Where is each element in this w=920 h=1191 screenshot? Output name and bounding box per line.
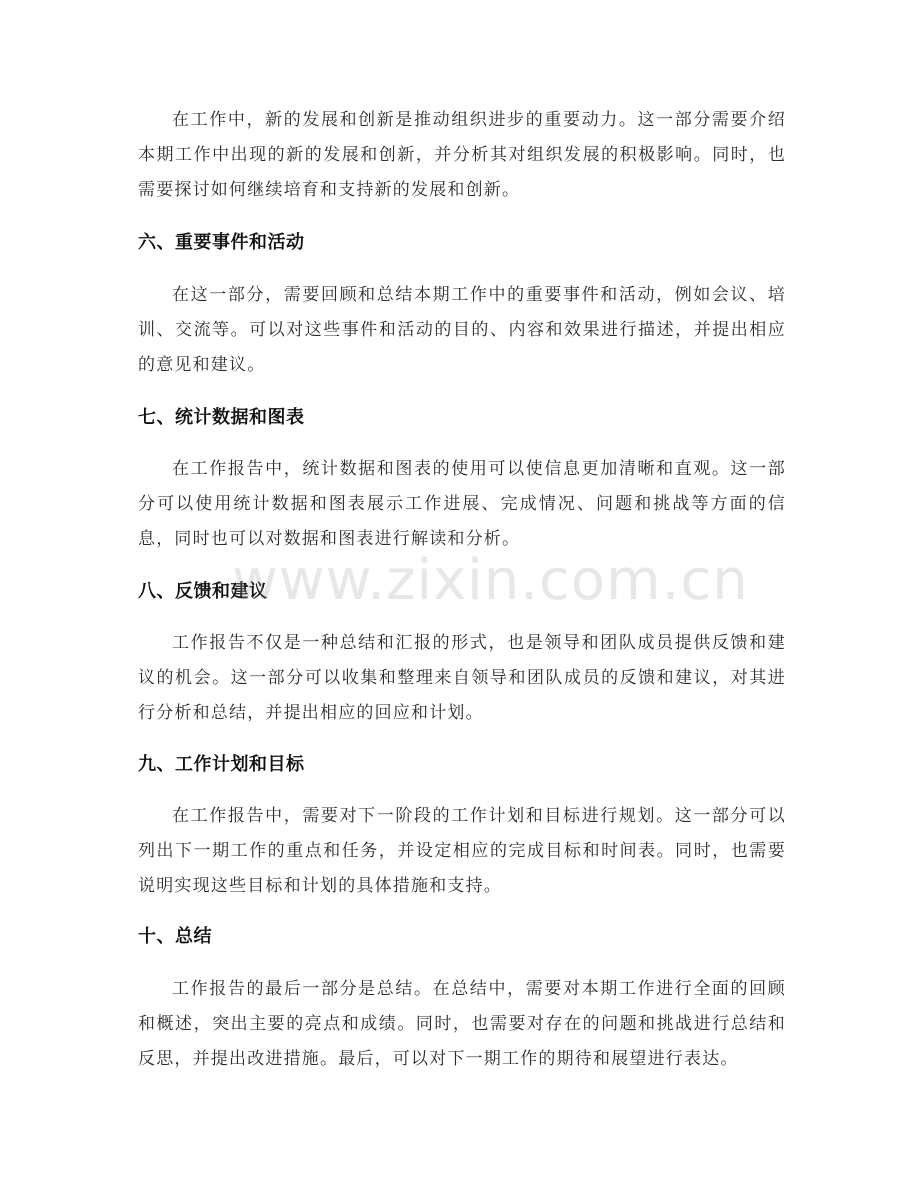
section-body-10: 工作报告的最后一部分是总结。在总结中，需要对本期工作进行全面的回顾和概述，突出主要的亮点和成绩。同时，也需要对存在的问题和挑战进行总结和反思，并提出改进措施。最后，可以对下一期工作的期待和展望进行表达。	[138, 979, 786, 1069]
watermark-text: www.zixin.com.cn	[232, 548, 749, 613]
section-heading-7: 七、统计数据和图表	[138, 407, 305, 428]
section-heading-10: 十、总结	[138, 926, 212, 947]
section-body-6: 在这一部分，需要回顾和总结本期工作中的重要事件和活动，例如会议、培训、交流等。可以对这些事件和活动的目的、内容和效果进行描述，并提出相应的意见和建议。	[138, 285, 786, 375]
section-body-9: 在工作报告中，需要对下一阶段的工作计划和目标进行规划。这一部分可以列出下一期工作的重点和任务，并设定相应的完成目标和时间表。同时，也需要说明实现这些目标和计划的具体措施和支持。	[138, 806, 786, 896]
section-body-8: 工作报告不仅是一种总结和汇报的形式，也是领导和团队成员提供反馈和建议的机会。这一部分可以收集和整理来自领导和团队成员的反馈和建议，对其进行分析和总结，并提出相应的回应和计划。	[138, 633, 786, 723]
section-heading-8: 八、反馈和建议	[138, 581, 268, 602]
section-heading-9: 九、工作计划和目标	[138, 754, 305, 775]
intro-paragraph: 在工作中，新的发展和创新是推动组织进步的重要动力。这一部分需要介绍本期工作中出现的新的发展和创新，并分析其对组织发展的积极影响。同时，也需要探讨如何继续培育和支持新的发展和创新。	[138, 110, 786, 200]
section-body-7: 在工作报告中，统计数据和图表的使用可以使信息更加清晰和直观。这一部分可以使用统计数据和图表展示工作进展、完成情况、问题和挑战等方面的信息，同时也可以对数据和图表进行解读和分析。	[138, 459, 786, 549]
section-heading-6: 六、重要事件和活动	[138, 232, 305, 253]
